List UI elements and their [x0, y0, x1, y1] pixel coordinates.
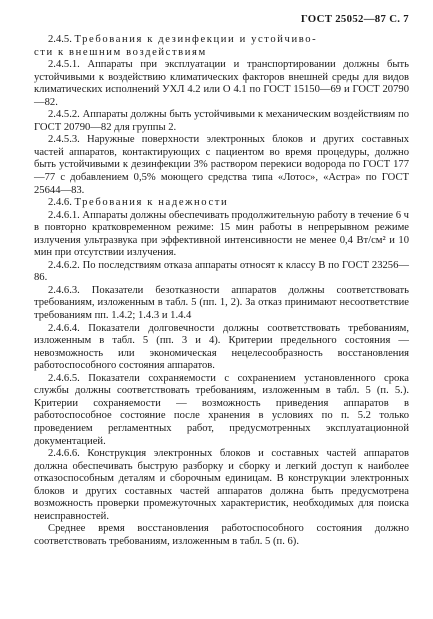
paragraph-pavg: Среднее время восстановления работоспособного состояния должно соответствовать требованиям, изложенным в табл. 5 (п. 6).: [34, 523, 409, 547]
paragraph-p2462: 2.4.6.2. По последствиям отказа аппараты относят к классу В по ГОСТ 23256—86.: [34, 259, 409, 284]
section-number: 2.4.5.: [48, 34, 75, 45]
paragraph-p2464: 2.4.6.4. Показатели долговечности должны соответствовать требованиям, изложенным в табл. 5 (пп. 3 и 4). Критерии предельного состояния — невозможность или экономическая нецелесообразность восстановления работоспособного состояния аппаратов.: [34, 322, 409, 372]
section-title: Требования к надежности: [74, 197, 229, 209]
paragraph-p2453: 2.4.5.3. Наружные поверхности электронных блоков и других составных частей аппаратов, контактирующих с пациентом во время процедуры, должно быть устойчивыми к дезинфекции 3% раствором перекиси водорода по ГОСТ 177—77 с добавлением 0,5% моющего средства типа «Лотос», «Астра» по ГОСТ 25644—83.: [34, 134, 409, 196]
section-title-continued: сти к внешним воздействиям: [34, 46, 207, 58]
paragraph-p2466: 2.4.6.6. Конструкция электронных блоков и составных частей аппаратов должна обеспечивать быструю разборку и сборку и легкий доступ к наиболее отказоспособным деталям и сборочным единицам. В конструкции электронных блоков и других составных частей аппаратов должна быть предусмотрена возможность проверки промежуточных характеристик, необходимых для поиска неисправностей.: [34, 448, 409, 522]
paragraph-p2465: 2.4.6.5. Показатели сохраняемости с сохранением установленного срока службы должны соответствовать требованиям, изложенным в табл. 5 (п. 5.). Критерии сохраняемости — возможность приведения аппаратов в работоспособное состояние после хранения в условиях по п. 5.2 только проведением регламентных работ, предусмотренных эксплуатационной документацией.: [34, 372, 409, 447]
paragraph-p2461: 2.4.6.1. Аппараты должны обеспечивать продолжительную работу в течение 6 ч в повторно кратковременном режиме: 15 мин работы в непрерывном режиме излучения ультразвука при эффективной интенсивности не менее 0,4 Вт/см² и 10 мин при отсутствии излучения.: [34, 209, 409, 259]
document-body: [34, 34, 409, 548]
section-title: Требования к дезинфекции и устойчиво-: [74, 34, 318, 45]
paragraph-p2452: 2.4.5.2. Аппараты должны быть устойчивыми к механическим воздействиям по ГОСТ 20790—82 для группы 2.: [34, 109, 409, 133]
paragraph-p2463: 2.4.6.3. Показатели безотказности аппаратов должны соответствовать требованиям, изложенным в табл. 5 (пп. 1, 2). За отказ принимают несоответствие требованиям пп. 1.4.2; 1.4.3 и 1.4.4: [34, 284, 409, 322]
section-number: 2.4.6.: [48, 197, 75, 209]
section-heading-h246: [34, 197, 409, 210]
page-header: ГОСТ 25052—87 С. 7: [300, 13, 409, 25]
paragraph-p2451: 2.4.5.1. Аппараты при эксплуатации и транспортировании должны быть устойчивыми к воздействию климатических факторов внешней среды для видов климатических исполнений УХЛ 4.2 или О 4.1 по ГОСТ 15150—69 и ГОСТ 20790—82.: [34, 59, 409, 108]
section-heading-h245: [34, 34, 409, 59]
